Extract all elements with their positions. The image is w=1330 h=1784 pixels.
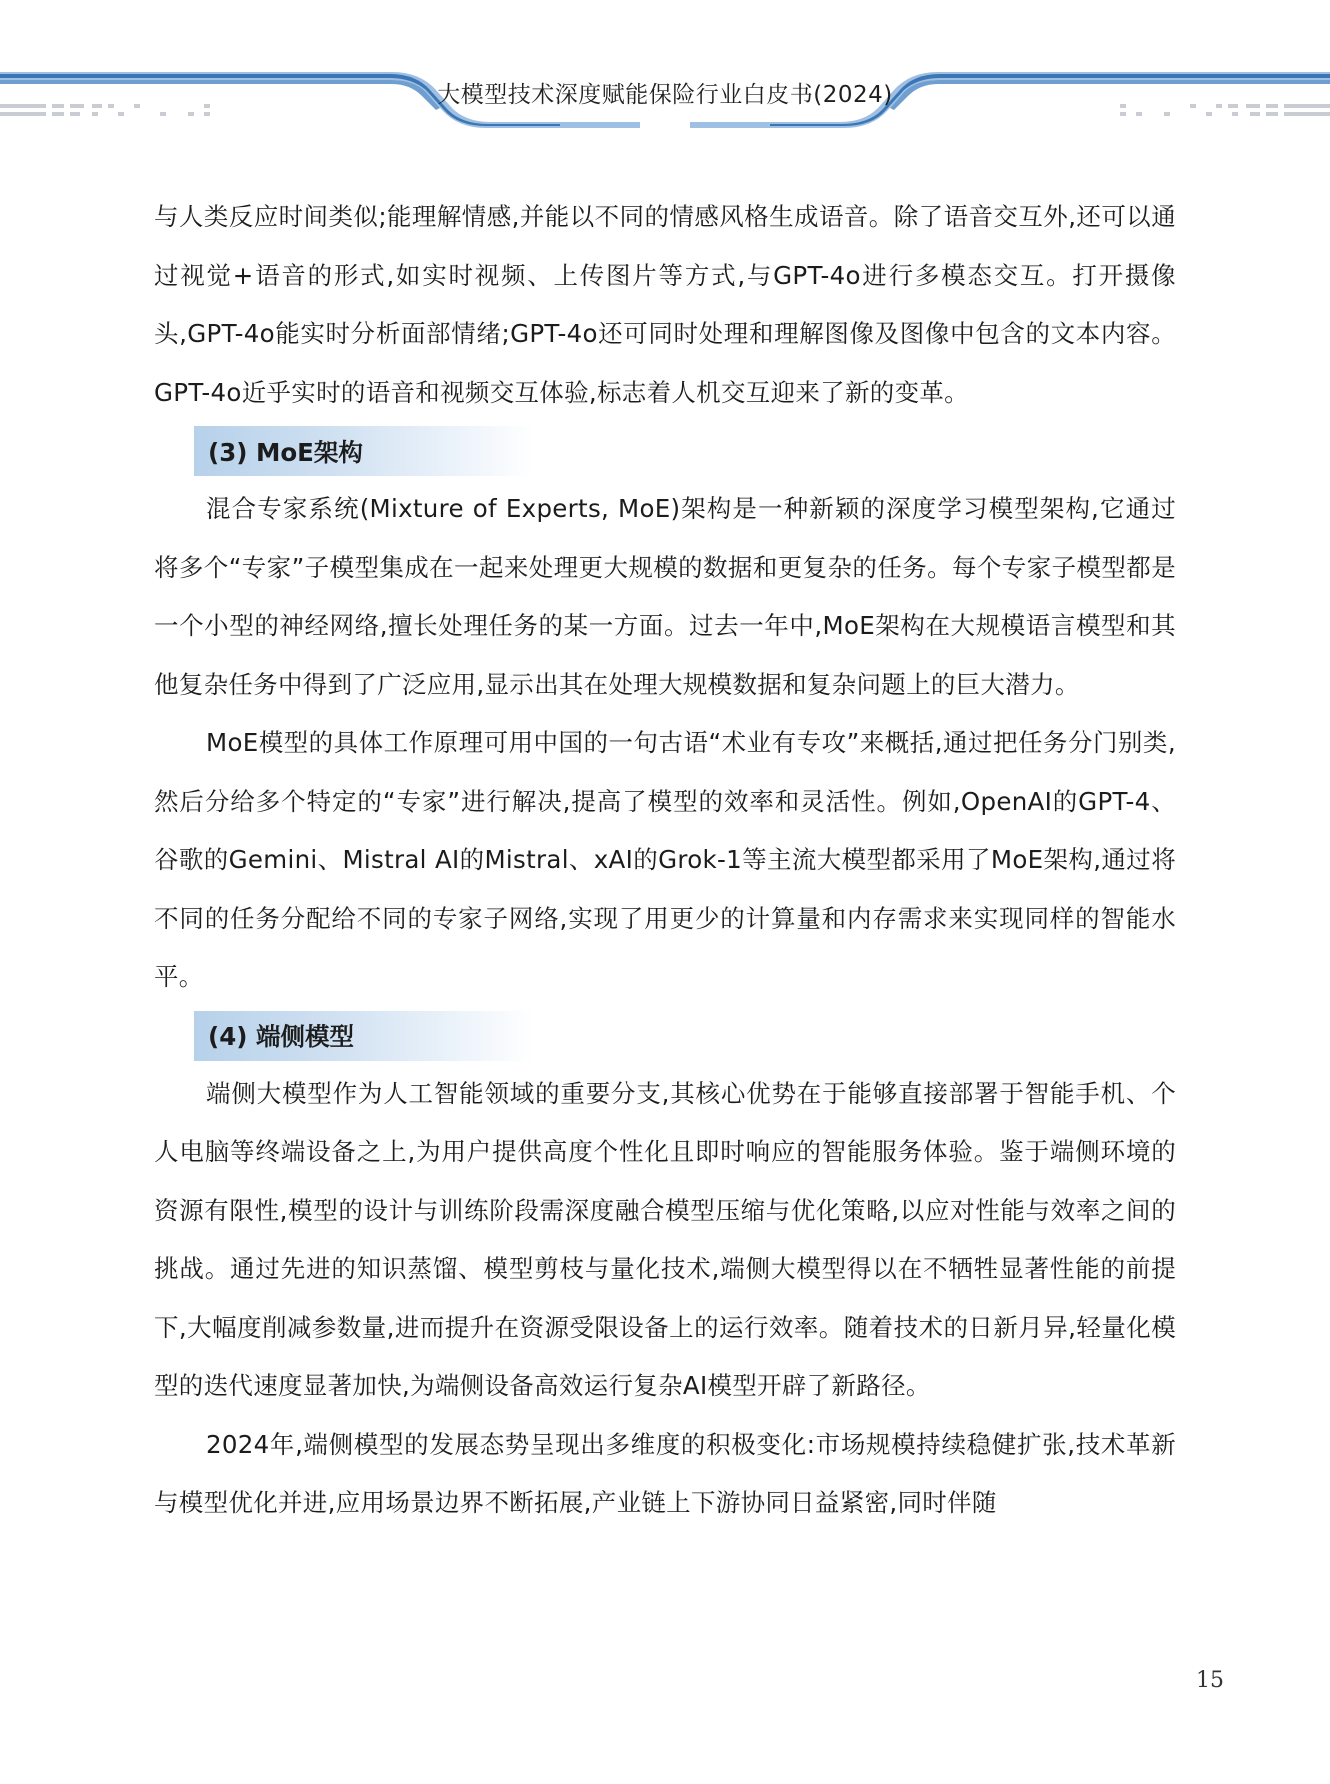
paragraph-moe-intro: 混合专家系统(Mixture of Experts, MoE)架构是一种新颖的深度学习模型架构,它通过将多个“专家”子模型集成在一起来处理更大规模的数据和更复杂的任务。每个专家子模型都是一个小型的神经网络,擅长处理任务的某一方面。过去一年中,MoE架构在大规模语言模型和其他复杂任务中得到了广泛应用,显示出其在处理大规模数据和复杂问题上的巨大潜力。 (154, 494, 1176, 699)
section-heading-moe: (3) MoE架构 (194, 426, 534, 476)
section-heading-edge-model: (4) 端侧模型 (194, 1011, 534, 1061)
paragraph-edge-2024: 2024年,端侧模型的发展态势呈现出多维度的积极变化:市场规模持续稳健扩张,技术革新与模型优化并进,应用场景边界不断拓展,产业链上下游协同日益紧密,同时伴随 (154, 1429, 1176, 1517)
paragraph-edge-intro: 端侧大模型作为人工智能领域的重要分支,其核心优势在于能够直接部署于智能手机、个人电脑等终端设备之上,为用户提供高度个性化且即时响应的智能服务体验。鉴于端侧环境的资源有限性,模型的设计与训练阶段需深度融合模型压缩与优化策略,以应对性能与效率之间的挑战。通过先进的知识蒸馏、模型剪枝与量化技术,端侧大模型得以在不牺牲显著性能的前提下,大幅度削减参数量,进而提升在资源受限设备上的运行效率。随着技术的日新月异,轻量化模型的迭代速度显著加快,为端侧设备高效运行复杂AI模型开辟了新路径。 (154, 1078, 1176, 1400)
page-content (154, 188, 1176, 1533)
header-title: 大模型技术深度赋能保险行业白皮书(2024) (437, 82, 893, 108)
paragraph-moe-principle: MoE模型的具体工作原理可用中国的一句古语“术业有专攻”来概括,通过把任务分门别类,然后分给多个特定的“专家”进行解决,提高了模型的效率和灵活性。例如,OpenAI的GPT-4、谷歌的Gemini、Mistral AI的Mistral、xAI的Grok-1等主流大模型都采用了MoE架构,通过将不同的任务分配给不同的专家子网络,实现了用更少的计算量和内存需求来实现同样的智能水平。 (154, 728, 1176, 991)
page-number: 15 (1196, 1668, 1224, 1693)
paragraph-gpt4o: 与人类反应时间类似;能理解情感,并能以不同的情感风格生成语音。除了语音交互外,还可以通过视觉+语音的形式,如实时视频、上传图片等方式,与GPT-4o进行多模态交互。打开摄像头,GPT-4o能实时分析面部情绪;GPT-4o还可同时处理和理解图像及图像中包含的文本内容。GPT-4o近乎实时的语音和视频交互体验,标志着人机交互迎来了新的变革。 (154, 202, 1176, 407)
header-decoration (0, 0, 1330, 140)
